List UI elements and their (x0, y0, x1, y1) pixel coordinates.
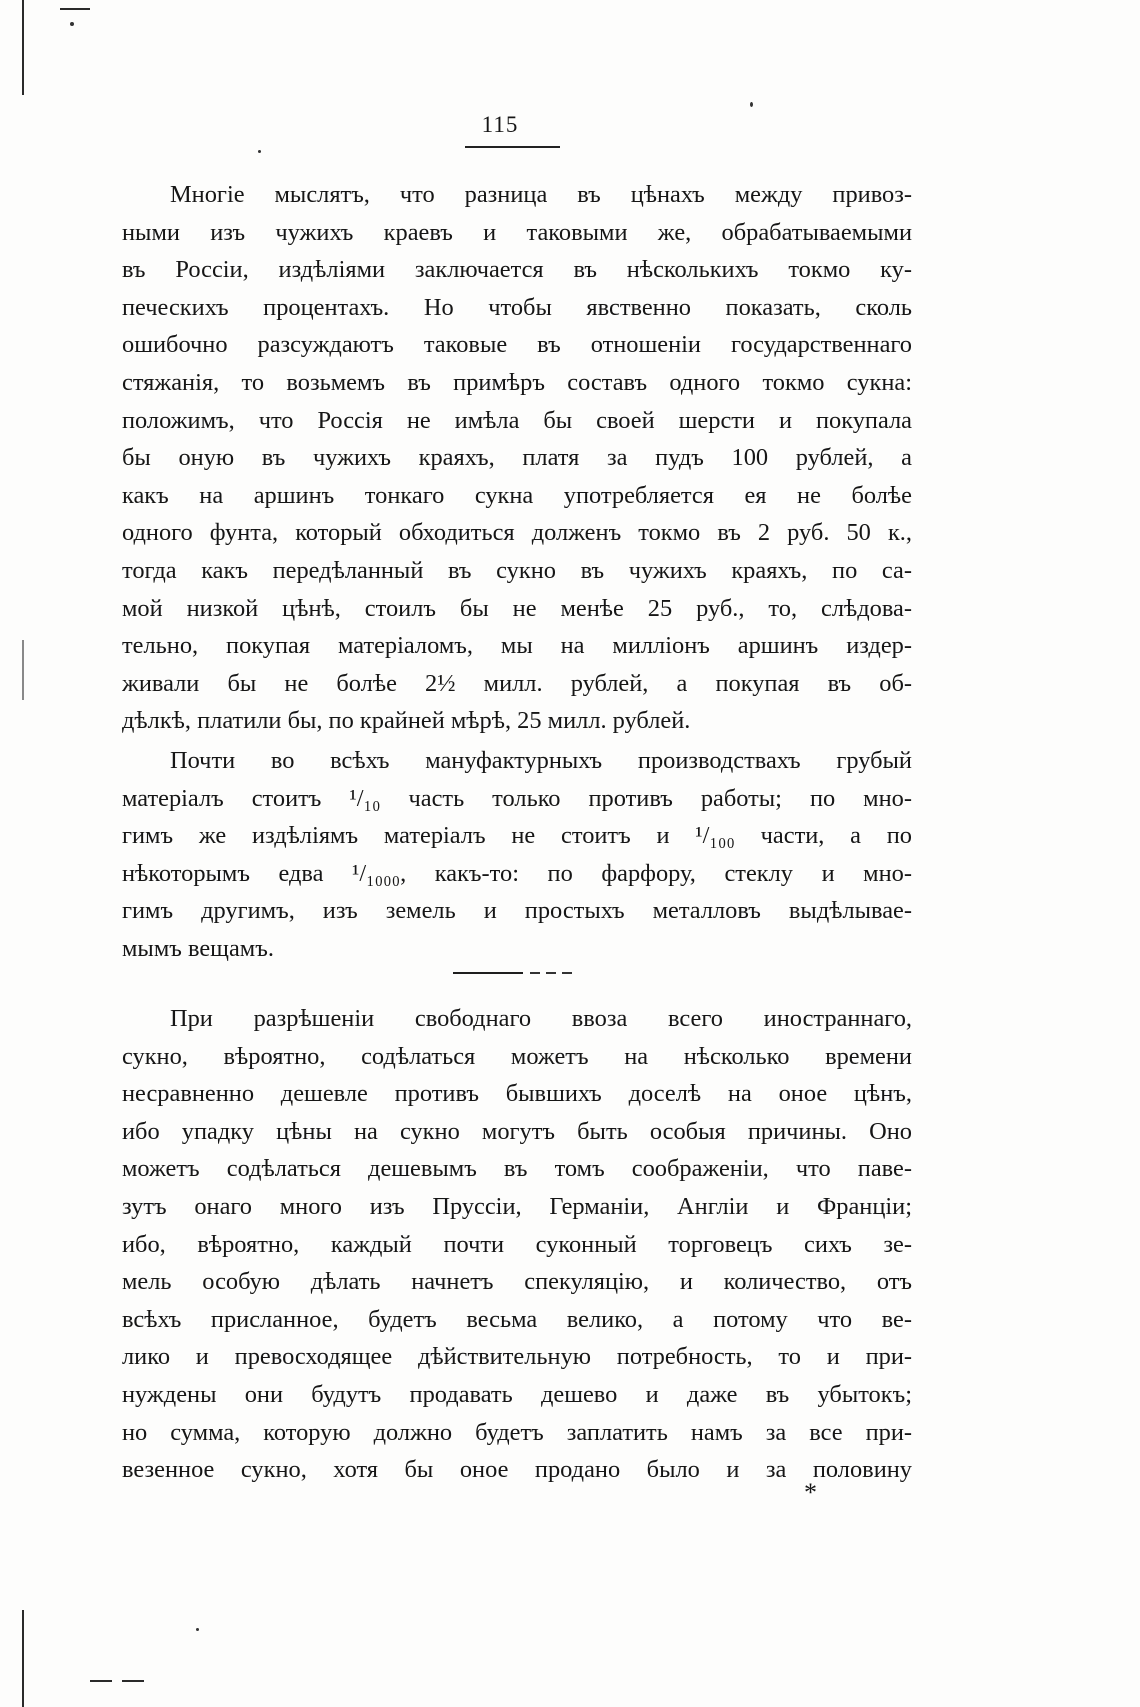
text-line: зутъ онаго много изъ Пруссіи, Германіи, Англіи и Франціи; (122, 1192, 912, 1220)
text-line: живали бы не болѣе 2½ милл. рублей, а покупая въ об- (122, 669, 912, 697)
text-line: матеріалъ стоитъ ¹/₁₀ часть только противъ работы; по мно- (122, 784, 912, 812)
text-line: несравненно дешевле противъ бывшихъ доселѣ на оное цѣнъ, (122, 1080, 912, 1108)
text-line: ибо, вѣроятно, каждый почти суконный торговецъ сихъ зе- (122, 1230, 912, 1258)
text-line: При разрѣшеніи свободнаго ввоза всего иностраннаго, (170, 1005, 912, 1032)
text-line: тельно, покупая матеріаломъ, мы на милліонъ аршинъ издер- (122, 632, 912, 660)
text-line: въ Россіи, издѣліями заключается въ нѣсколькихъ токмо ку- (122, 256, 912, 284)
scan-dash-bottom-1 (90, 1680, 112, 1682)
scan-edge-bottom (22, 1610, 24, 1707)
page-number: 115 (481, 112, 519, 137)
scan-edge-top (22, 0, 24, 95)
paragraph-3 (122, 1000, 912, 1489)
text-line: нѣкоторымъ едва ¹/₁₀₀₀, какъ-то: по фарфору, стеклу и мно- (122, 859, 912, 887)
text-line: положимъ, что Россія не имѣла бы своей шерсти и покупала (122, 406, 912, 434)
text-line: стяжанія, то возьмемъ въ примѣръ составъ одного токмо сукна: (122, 368, 912, 396)
scan-speck (196, 1628, 199, 1631)
scan-dash-top (60, 8, 90, 10)
text-line: ибо упадку цѣны на сукно могутъ быть особыя причины. Оно (122, 1117, 912, 1145)
text-line: одного фунта, который обходиться долженъ токмо въ 2 руб. 50 к., (122, 519, 912, 547)
text-line: но сумма, которую должно будетъ заплатить намъ за все при- (122, 1418, 912, 1446)
scan-dash-bottom-2 (122, 1680, 144, 1682)
text-line: бы оную въ чужихъ краяхъ, платя за пудъ 100 рублей, а (122, 444, 912, 472)
text-line: нуждены они будутъ продавать дешево и даже въ убытокъ; (122, 1380, 912, 1408)
text-line: дѣлкѣ, платили бы, по крайней мѣрѣ, 25 милл. рублей. (122, 707, 691, 735)
text-line: ошибочно разсуждаютъ таковые въ отношеніи государственнаго (122, 331, 912, 359)
text-line: печескихъ процентахъ. Но чтобы явственно показать, сколь (122, 293, 912, 321)
signature-mark: * (804, 1478, 817, 1507)
scan-speck (258, 150, 261, 153)
text-line: можетъ содѣлаться дешевымъ въ томъ соображеніи, что паве- (122, 1155, 912, 1183)
text-line: всѣхъ присланное, будетъ весьма велико, а потому что ве- (122, 1305, 912, 1333)
paragraph-2 (122, 742, 912, 968)
text-line: ными изъ чужихъ краевъ и таковыми же, обрабатываемыми (122, 218, 912, 246)
text-line: везенное сукно, хотя бы оное продано было и за половину (122, 1456, 912, 1484)
text-line: Многіе мыслятъ, что разница въ цѣнахъ между привоз- (170, 181, 912, 208)
text-line: мымъ вещамъ. (122, 934, 274, 962)
scan-speck (70, 22, 74, 26)
text-line: гимъ другимъ, изъ земель и простыхъ металловъ выдѣлывае- (122, 897, 912, 925)
scan-speck (750, 102, 753, 107)
text-line: гимъ же издѣліямъ матеріалъ не стоитъ и ¹/₁₀₀ части, а по (122, 822, 912, 850)
text-line: тогда какъ передѣланный въ сукно въ чужихъ краяхъ, по са- (122, 556, 912, 584)
paragraph-1 (122, 176, 912, 740)
text-line: сукно, вѣроятно, содѣлаться можетъ на нѣсколько времени (122, 1042, 912, 1070)
text-line: мой низкой цѣнѣ, стоилъ бы не менѣе 25 руб., то, слѣдова- (122, 594, 912, 622)
text-line: мель особую дѣлать начнетъ спекуляцію, и количество, отъ (122, 1268, 912, 1296)
text-line: Почти во всѣхъ мануфактурныхъ производствахъ грубый (170, 747, 912, 774)
section-divider-tail (530, 972, 572, 974)
text-line: лико и превосходящее дѣйствительную потребность, то и при- (122, 1343, 912, 1371)
page-number-rule (465, 146, 560, 148)
scan-edge-middle (22, 640, 24, 700)
text-line: какъ на аршинъ тонкаго сукна употребляется ея не болѣе (122, 481, 912, 509)
section-divider (453, 972, 523, 974)
